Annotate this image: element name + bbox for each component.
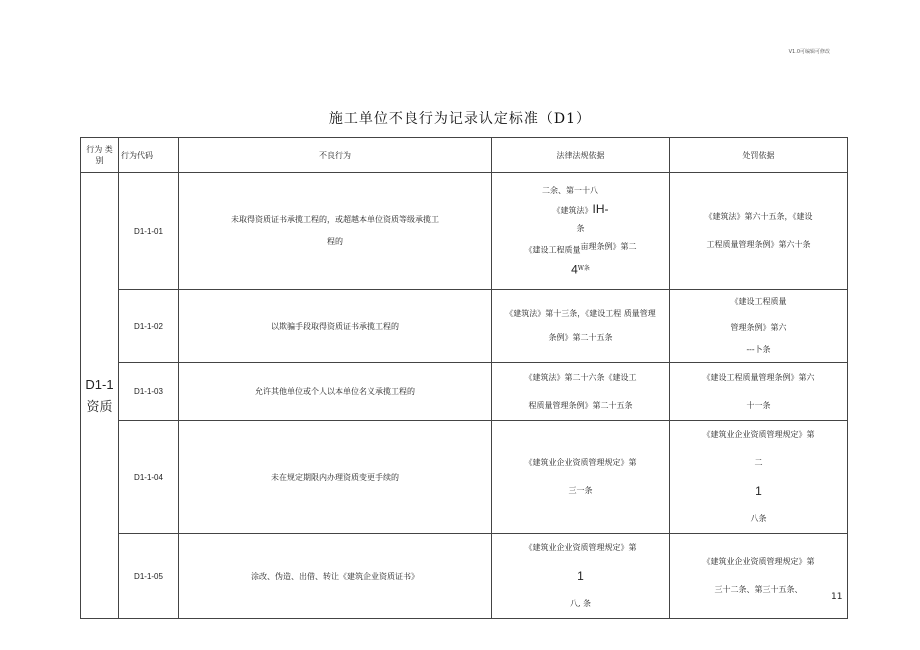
legal-line: 《建筑业企业资质管理规定》第 (524, 458, 637, 467)
behavior-text: 允许其他单位或个人以本单位名义承揽工程的 (179, 363, 492, 421)
penalty-line: 十一条 (746, 400, 771, 410)
table-row (81, 421, 848, 534)
col-header-penalty-basis: 处罚依据 (670, 138, 848, 173)
behavior-text: 以欺骗手段取得资质证书承揽工程的 (179, 290, 492, 363)
legal-line: 条 (576, 223, 585, 233)
legal-basis (492, 363, 670, 421)
penalty-line: 《建筑法》第六十五条，《建设 (704, 212, 813, 221)
legal-line: 《建筑法》第十三条，《建设工程 质量管理 (505, 309, 656, 318)
penalty-line: 管理条例》第六 (730, 323, 787, 332)
behavior-line: 未取得资质证书承揽工程的，或超越本单位资质等级承揽工 (231, 215, 439, 224)
legal-line: 三一条 (568, 486, 593, 495)
col-header-legal-basis: 法律法规依据 (492, 138, 670, 173)
penalty-line: 八条 (750, 514, 767, 523)
document-title: 施工单位不良行为记录认定标准（D1） (328, 111, 592, 127)
behavior-text: 涂改、伪造、出借、转让《建筑企业资质证书》 (179, 534, 492, 619)
legal-line: 条例》第二十五条 (548, 333, 613, 342)
table-header-row (81, 138, 848, 173)
category-name: 资质 (86, 399, 113, 415)
behavior-code: D1-1-02 (119, 290, 179, 363)
penalty-line: 三十二条、第三十五条、 (714, 585, 803, 594)
legal-line: 二余、第一十八 (542, 185, 598, 195)
header-note: V1.0可编辑可修改 (788, 49, 830, 55)
standards-table (80, 137, 848, 619)
penalty-line: 1 (755, 484, 762, 498)
page-number: 11 (831, 592, 843, 602)
penalty-basis (670, 173, 848, 290)
behavior-line: 程的 (327, 237, 343, 246)
legal-line: 4 (571, 262, 578, 277)
table-row (81, 173, 848, 290)
table-row (81, 534, 848, 619)
behavior-code: D1-1-04 (119, 421, 179, 534)
legal-line: IH- (592, 201, 609, 216)
legal-line: 《建筑业企业资质管理规定》第 (524, 543, 637, 552)
penalty-line: 《建筑业企业资质管理规定》第 (702, 430, 815, 439)
col-header-category: 行为 类 别 (81, 138, 119, 173)
penalty-line: 《建筑业企业资质管理规定》第 (702, 557, 815, 566)
legal-line: 《建筑法》第二十六条《建设工 (524, 372, 637, 382)
penalty-basis (670, 363, 848, 421)
category-cell (81, 173, 119, 619)
behavior-code: D1-1-01 (119, 173, 179, 290)
penalty-basis (670, 534, 848, 619)
legal-line: 1 (577, 569, 584, 583)
legal-line: 八, 条 (569, 599, 592, 608)
table-row (81, 363, 848, 421)
col-header-code: 行为代码 (119, 138, 179, 173)
penalty-line: 工程质量管理条例》第六十条 (706, 240, 811, 249)
legal-basis (492, 421, 670, 534)
penalty-basis (670, 290, 848, 363)
behavior-code: D1-1-05 (119, 534, 179, 619)
legal-basis (492, 173, 670, 290)
legal-basis (492, 290, 670, 363)
behavior-text: 未在规定期限内办理资质变更手续的 (179, 421, 492, 534)
behavior-code: D1-1-03 (119, 363, 179, 421)
legal-line: 《建设工程质量 (524, 245, 581, 255)
penalty-line: 《建设工程质量 (730, 297, 787, 306)
penalty-line: ---卜条 (746, 345, 771, 354)
penalty-line: 《建设工程质量管理条例》第六 (702, 372, 815, 382)
legal-line: 亩理条例》第二 (580, 241, 637, 251)
penalty-basis (670, 421, 848, 534)
col-header-behavior: 不良行为 (179, 138, 492, 173)
table-row (81, 290, 848, 363)
category-code: D1-1 (85, 376, 114, 392)
behavior-text (179, 173, 492, 290)
legal-basis (492, 534, 670, 619)
legal-line: W条 (577, 264, 590, 272)
legal-line: 程质量管理条例》第二十五条 (528, 400, 633, 410)
legal-line: 《建筑法》 (552, 205, 593, 215)
penalty-line: 二 (754, 458, 763, 467)
